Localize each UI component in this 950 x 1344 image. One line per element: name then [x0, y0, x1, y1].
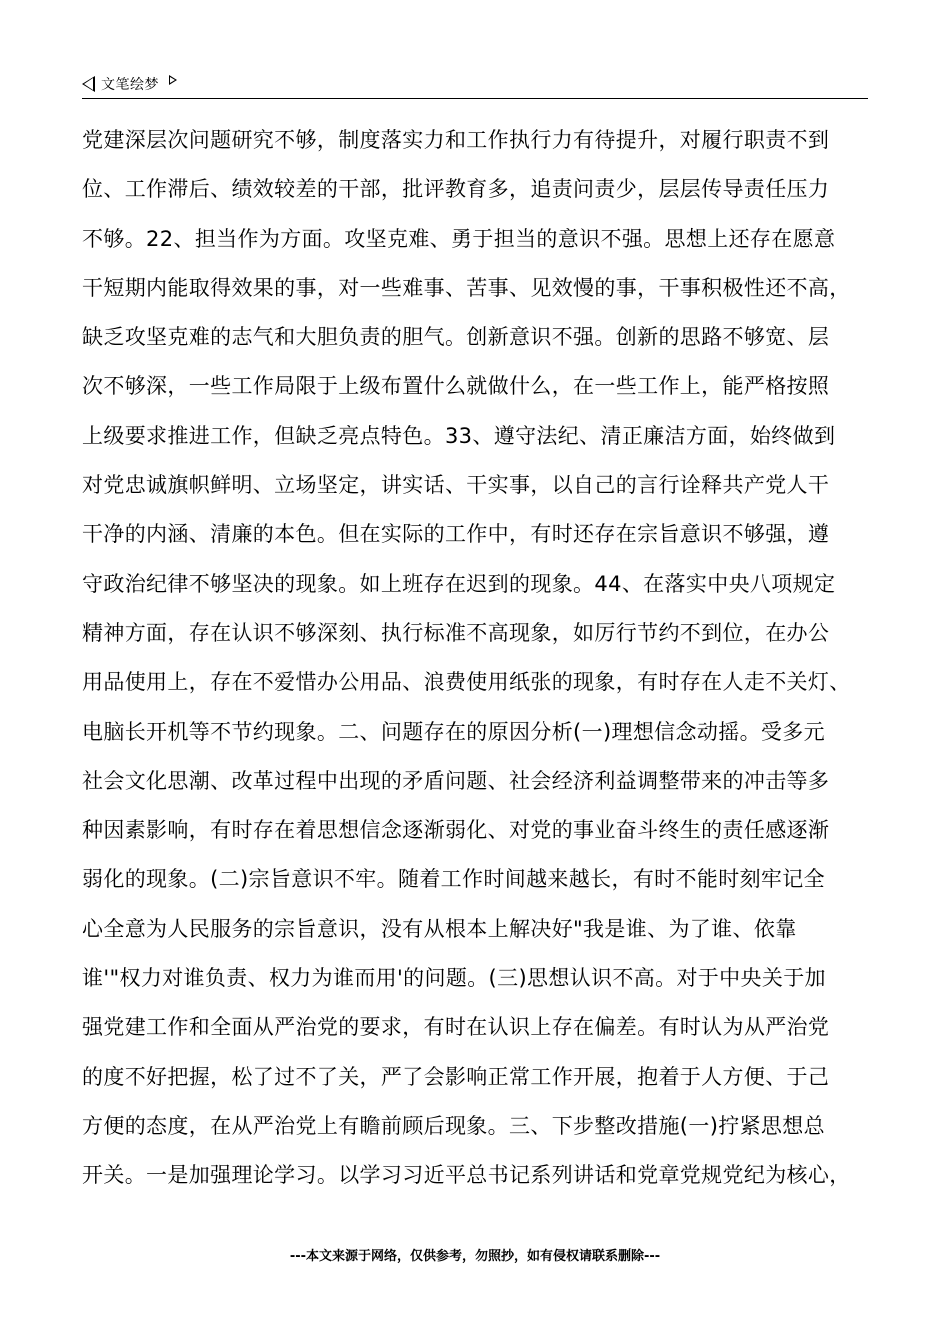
- body-line: 心全意为人民服务的宗旨意识，没有从根本上解决好"我是谁、为了谁、依靠: [82, 916, 797, 941]
- body-line: 不够。22、担当作为方面。攻坚克难、勇于担当的意识不强。思想上还存在愿意: [82, 226, 836, 251]
- body-line: 上级要求推进工作，但缺乏亮点特色。33、遵守法纪、清正廉洁方面，始终做到: [82, 423, 836, 448]
- body-line: 干短期内能取得效果的事，对一些难事、苦事、见效慢的事，干事积极性还不高，: [82, 275, 851, 300]
- body-line: 党建深层次问题研究不够，制度落实力和工作执行力有待提升，对履行职责不到: [82, 128, 830, 152]
- body-line: 位、工作滞后、绩效较差的干部，批评教育多，追责问责少，层层传导责任压力: [82, 177, 830, 202]
- body-line: 弱化的现象。(二)宗旨意识不牢。随着工作时间越来越长，有时不能时刻牢记全: [82, 867, 825, 892]
- body-line: 电脑长开机等不节约现象。二、问题存在的原因分析(一)理想信念动摇。受多元: [82, 719, 825, 744]
- body-line: 的度不好把握，松了过不了关，严了会影响正常工作开展，抱着于人方便、于己: [82, 1064, 830, 1089]
- page-footer: ---本文来源于网络，仅供参考，勿照抄，如有侵权请联系删除---: [289, 1249, 661, 1264]
- body-line: 种因素影响，有时存在着思想信念逐渐弱化、对党的事业奋斗终生的责任感逐渐: [82, 818, 830, 843]
- header-brand-group: [82, 74, 177, 94]
- page-header: [82, 72, 868, 99]
- body-line: 开关。一是加强理论学习。以学习习近平总书记系列讲话和党章党规党纪为核心，: [82, 1163, 851, 1188]
- body-line: 社会文化思潮、改革过程中出现的矛盾问题、社会经济利益调整带来的冲击等多: [82, 768, 830, 793]
- header-brand: 文笔绘梦: [101, 77, 159, 93]
- body-line: 对党忠诚旗帜鲜明、立场坚定，讲实话、干实事，以自己的言行诠释共产党人干: [82, 473, 830, 498]
- body-line: 精神方面，存在认识不够深刻、执行标准不高现象，如厉行节约不到位，在办公: [82, 620, 830, 645]
- triangle-right-icon: [169, 75, 177, 85]
- document-body: [82, 116, 878, 1201]
- body-line: 方便的态度，在从严治党上有瞻前顾后现象。三、下步整改措施(一)拧紧思想总: [82, 1113, 825, 1138]
- body-line: 强党建工作和全面从严治党的要求，有时在认识上存在偏差。有时认为从严治党: [82, 1015, 830, 1040]
- body-line: 次不够深，一些工作局限于上级布置什么就做什么，在一些工作上，能严格按照: [82, 374, 830, 399]
- body-line: 谁'"权力对谁负责、权力为谁而用'的问题。(三)思想认识不高。对于中央关于加: [82, 966, 826, 991]
- triangle-left-icon: [82, 76, 95, 92]
- body-line: 干净的内涵、清廉的本色。但在实际的工作中，有时还存在宗旨意识不够强，遵: [82, 522, 830, 547]
- body-line: 用品使用上，存在不爱惜办公用品、浪费使用纸张的现象，有时存在人走不关灯、: [82, 670, 851, 695]
- body-line: 守政治纪律不够坚决的现象。如上班存在迟到的现象。44、在落实中央八项规定: [82, 571, 836, 596]
- body-line: 缺乏攻坚克难的志气和大胆负责的胆气。创新意识不强。创新的思路不够宽、层: [82, 325, 830, 350]
